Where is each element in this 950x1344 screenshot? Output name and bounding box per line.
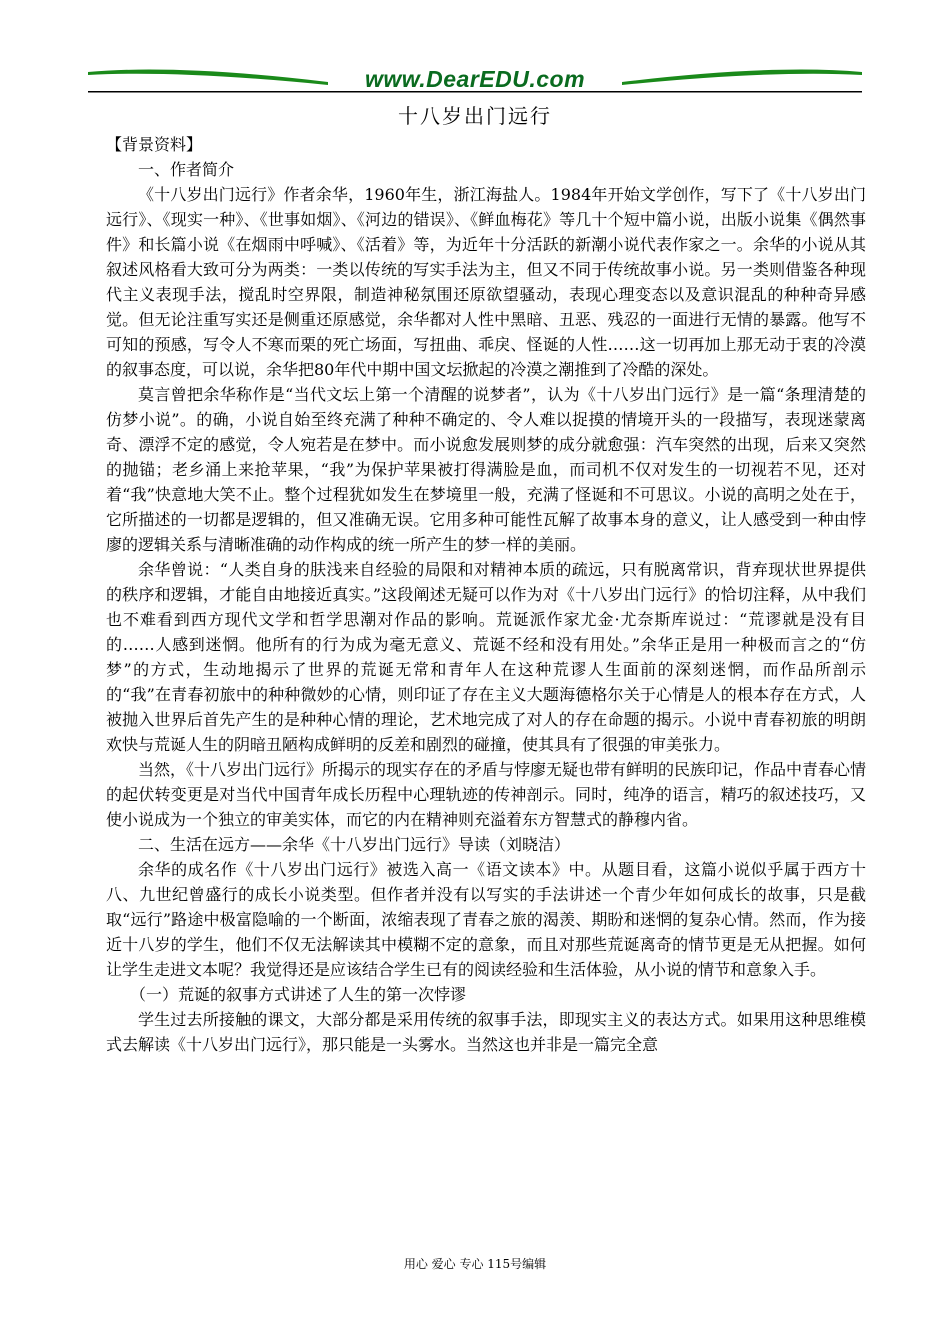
heading-author-intro: 一、作者简介 — [138, 160, 235, 179]
page-footer: 用心 爱心 专心 115号编辑 — [403, 1257, 547, 1271]
heading-reading-guide: 二、生活在远方——余华《十八岁出门远行》导读（刘晓洁） — [138, 835, 571, 854]
paragraph-4: 当然，《十八岁出门远行》所揭示的现实存在的矛盾与悖廖无疑也带有鲜明的民族印记，作品中青春心情的起伏转变更是对当代中国青年成长历程中心理轨迹的传神剖示。同时，纯净的语言，精巧的叙述技巧，又使小说成为一个独立的审美实体，而它的内在精神则充溢着东方智慧式的静穆内省。 — [106, 760, 867, 829]
paragraph-5: 余华的成名作《十八岁出门远行》被选入高一《语文读本》中。从题目看，这篇小说似乎属于西方十八、九世纪曾盛行的成长小说类型。但作者并没有以写实的手法讲述一个青少年如何成长的故事，只是截取“远行”路途中极富隐喻的一个断面，浓缩表现了青春之旅的渴羡、期盼和迷惘的复杂心情。然而，作为接近十八岁的学生，他们不仅无法解读其中模糊不定的意象，而且对那些荒诞离奇的情节更是无从把握。如何让学生走进文本呢？我觉得还是应该结合学生已有的阅读经验和生活体验，从小说的情节和意象入手。 — [106, 860, 866, 979]
paragraph-1: 《十八岁出门远行》作者余华，1960年生，浙江海盐人。1984年开始文学创作，写下了《十八岁出门远行》、《现实一种》、《世事如烟》、《河边的错误》、《鲜血梅花》等几十个短中篇小说，出版小说集《偶然事件》和长篇小说《在烟雨中呼喊》、《活着》等，为近年十分活跃的新潮小说代表作家之一。余华的小说从其叙述风格看大致可分为两类：一类以传统的写实手法为主，但又不同于传统故事小说。另一类则借鉴各种现代主义表现手法，搅乱时空界限，制造神秘氛围还原欲望骚动，表现心理变态以及意识混乱的种种奇异感觉。但无论注重写实还是侧重还原感觉，余华都对人性中黑暗、丑恶、残忍的一面进行无情的暴露。他写不可知的预感，写令人不寒而栗的死亡场面，写扭曲、乖戾、怪诞的人性……这一切再加上那无动于衷的冷漠的叙事态度，可以说，余华把80年代中期中国文坛掀起的冷漠之潮推到了冷酷的深处。 — [106, 185, 866, 379]
subheading-absurd-narrative: （一）荒诞的叙事方式讲述了人生的第一次悖谬 — [130, 985, 467, 1004]
paragraph-6: 学生过去所接触的课文，大部分都是采用传统的叙事手法，即现实主义的表达方式。如果用这种思维模式去解读《十八岁出门远行》，那只能是一头雾水。当然这也并非是一篇完全意 — [106, 1010, 866, 1054]
section-label: 【背景资料】 — [106, 135, 203, 154]
paragraph-2: 莫言曾把余华称作是“当代文坛上第一个清醒的说梦者”，认为《十八岁出门远行》是一篇“条理清楚的仿梦小说”。的确，小说自始至终充满了种种不确定的、令人难以捉摸的情境开头的一段描写，表现迷蒙离奇、漂浮不定的感觉，令人宛若是在梦中。而小说愈发展则梦的成分就愈强：汽车突然的出现，后来又突然的抛锚；老乡涌上来抢苹果，“我”为保护苹果被打得满脸是血，而司机不仅对发生的一切视若不见，还对着“我”快意地大笑不止。整个过程犹如发生在梦境里一般，充满了怪诞和不可思议。小说的高明之处在于，它所描述的一切都是逻辑的，但又准确无误。它用多种可能性瓦解了故事本身的意义，让人感受到一种由悖廖的逻辑关系与清晰准确的动作构成的统一所产生的梦一样的美丽。 — [106, 385, 866, 554]
paragraph-3: 余华曾说：“人类自身的肤浅来自经验的局限和对精神本质的疏远，只有脱离常识，背弃现状世界提供的秩序和逻辑，才能自由地接近真实。”这段阐述无疑可以作为对《十八岁出门远行》的恰切注释，从中我们也不难看到西方现代文学和哲学思潮对作品的影响。荒诞派作家尤金·尤奈斯库说过：“荒谬就是没有目的……人感到迷惘。他所有的行为成为毫无意义、荒诞不经和没有用处。”余华正是用一种极而言之的“仿梦”的方式，生动地揭示了世界的荒诞无常和青年人在这种荒谬人生面前的深刻迷惘，而作品所剖示的“我”在青春初旅中的种种微妙的心情，则印证了存在主义大题海德格尔关于心情是人的根本存在方式，人被抛入世界后首先产生的是种种心情的理论，艺术地完成了对人的存在命题的揭示。小说中青春初旅的明朗欢快与荒诞人生的阴暗丑陋构成鲜明的反差和剧烈的碰撞，使其具有了很强的审美张力。 — [106, 560, 866, 754]
document-body — [106, 132, 866, 1057]
site-name: www.DearEDU.com — [364, 66, 586, 92]
page-title: 十八岁出门远行 — [398, 104, 552, 128]
site-header — [88, 58, 862, 98]
